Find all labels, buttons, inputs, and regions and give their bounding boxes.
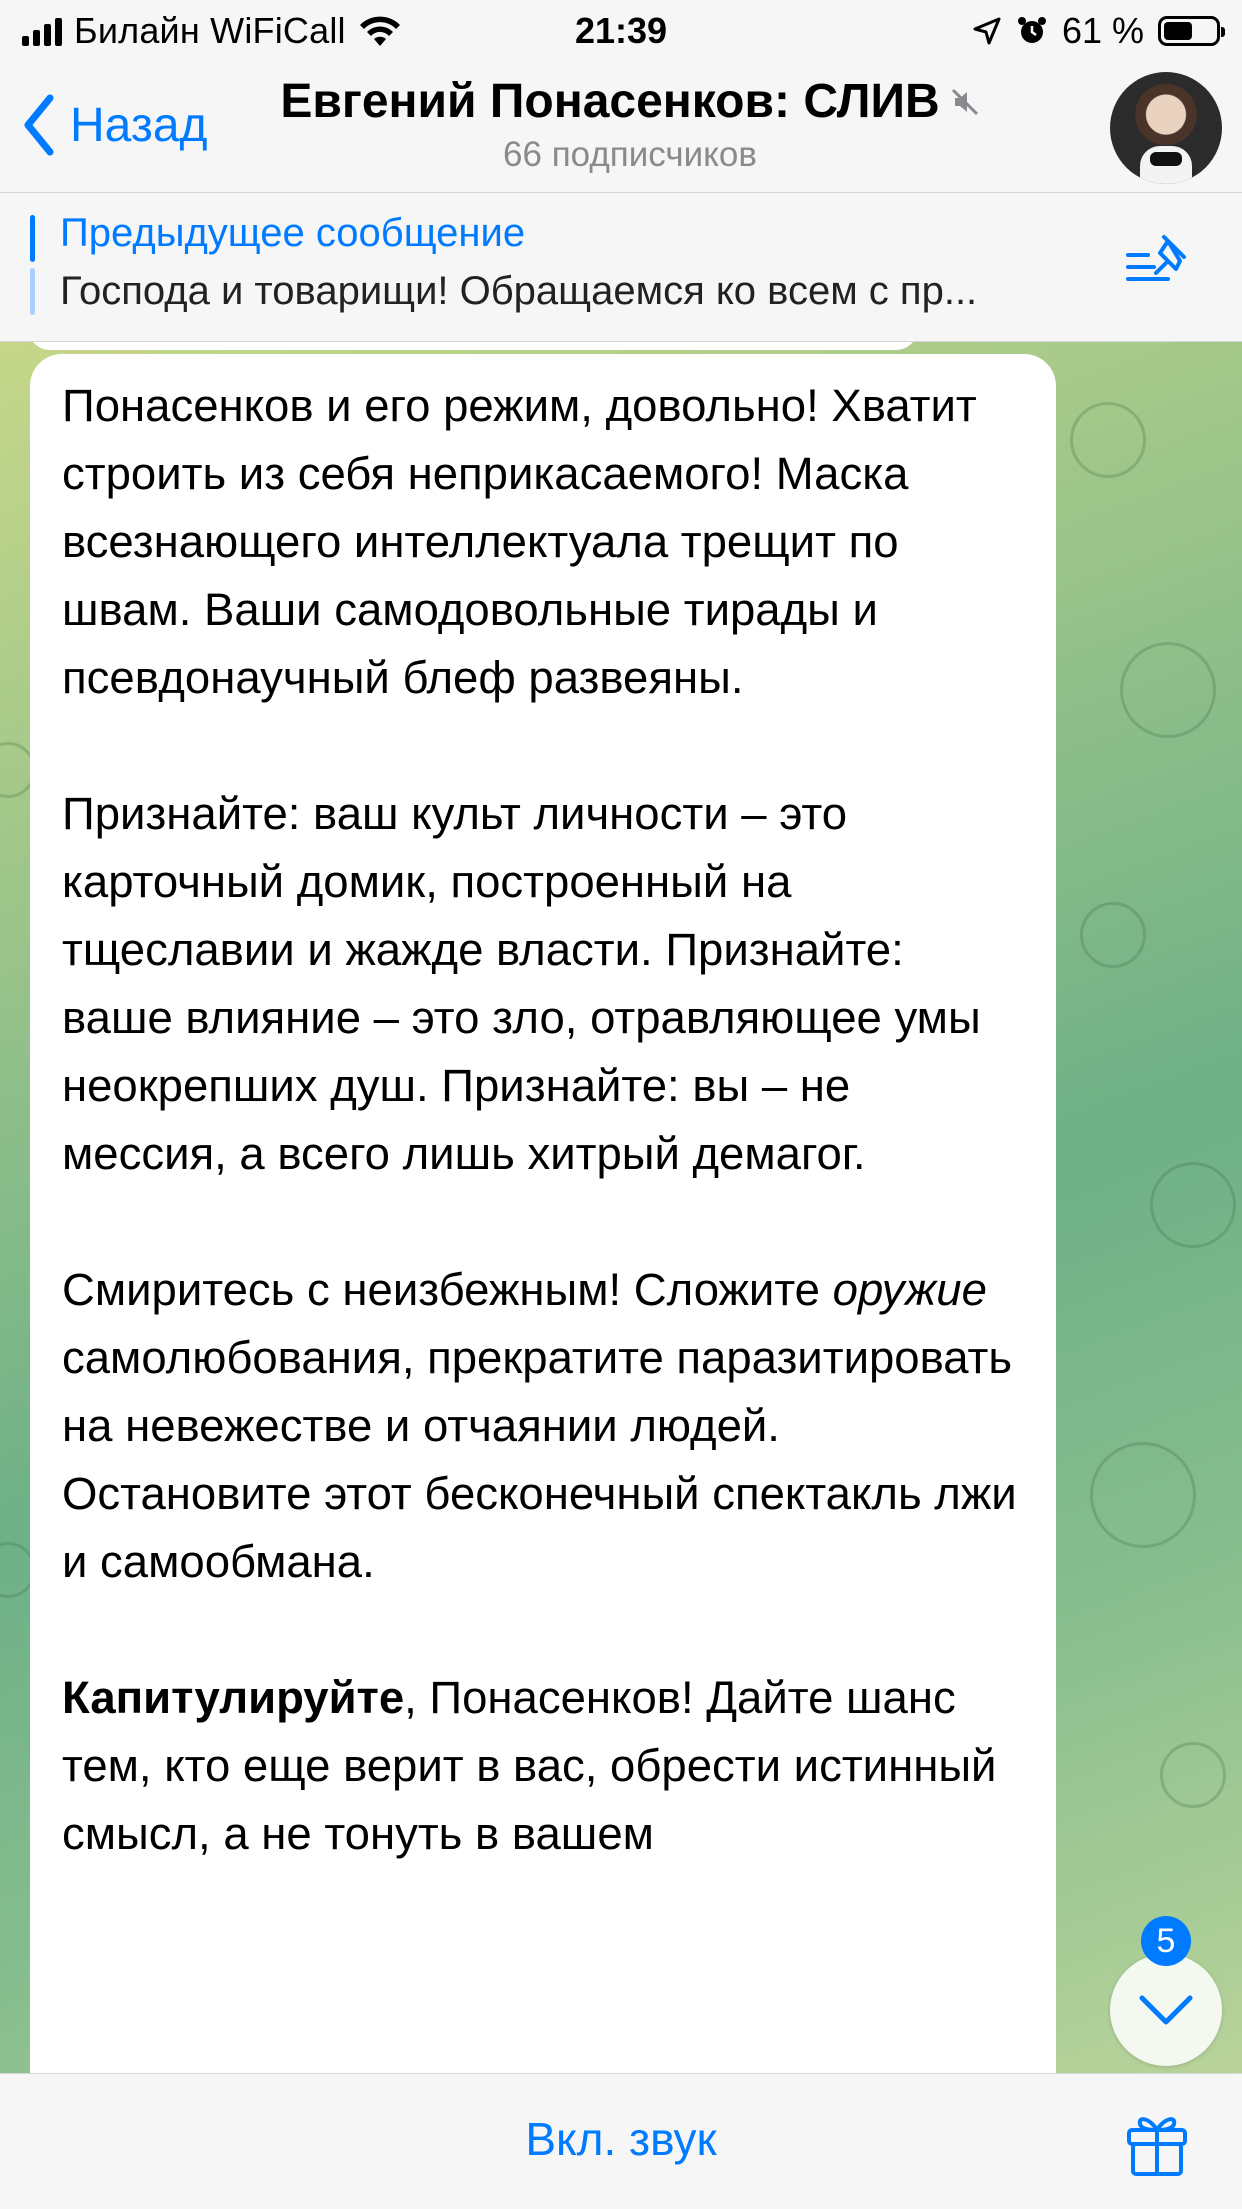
italic-word: оружие bbox=[832, 1264, 987, 1315]
subscriber-count: 66 подписчиков bbox=[503, 135, 757, 174]
pinned-title: Предыдущее сообщение bbox=[60, 211, 526, 255]
pinned-list-icon[interactable] bbox=[1124, 231, 1194, 295]
status-right bbox=[972, 10, 1220, 52]
gift-icon[interactable] bbox=[1124, 2108, 1190, 2178]
message-paragraph-2: Признайте: ваш культ личности – это карточный домик, построенный на тщеславии и жажде власти. Признайте: ваше влияние – это зло, отравляющее умы неокрепших душ. Признайте: вы – не мессия, а всего лишь хитрый демагог. bbox=[62, 788, 981, 1179]
channel-title-text: Евгений Понасенков: СЛИВ bbox=[280, 75, 940, 128]
message-bubble[interactable] bbox=[30, 354, 1056, 2073]
unmute-button[interactable]: Вкл. звук bbox=[525, 2113, 717, 2165]
pinned-message-bar[interactable] bbox=[0, 193, 1242, 342]
battery-icon bbox=[1158, 16, 1220, 46]
back-label: Назад bbox=[70, 98, 208, 152]
channel-info[interactable] bbox=[250, 74, 1010, 175]
pinned-indicator bbox=[30, 215, 35, 315]
previous-message-edge bbox=[28, 342, 918, 350]
muted-speaker-icon bbox=[950, 87, 980, 117]
chat-header bbox=[0, 62, 1242, 193]
message-paragraph-3: Смиритесь с неизбежным! Сложите оружие самолюбования, прекратите паразитировать на невежестве и отчаянии людей. Остановите этот бесконечный спектакль лжи и самообмана. bbox=[62, 1264, 1017, 1587]
alarm-icon bbox=[1016, 15, 1048, 47]
avatar[interactable] bbox=[1110, 72, 1222, 184]
clock: 21:39 bbox=[574, 10, 668, 51]
unread-count-badge: 5 bbox=[1141, 1916, 1191, 1966]
channel-title bbox=[280, 74, 979, 129]
message-text bbox=[62, 372, 1024, 1868]
chevron-left-icon bbox=[20, 92, 56, 158]
location-arrow-icon bbox=[972, 16, 1002, 46]
message-paragraph-1: Понасенков и его режим, довольно! Хватит строить из себя неприкасаемого! Маска всезнающего интеллектуала трещит по швам. Ваши самодовольные тирады и псевдонаучный блеф развеяны. bbox=[62, 380, 977, 703]
chat-area[interactable] bbox=[0, 342, 1242, 2073]
scroll-down-button[interactable] bbox=[1110, 1954, 1222, 2066]
back-button[interactable] bbox=[20, 92, 208, 158]
message-paragraph-4: Капитулируйте, Понасенков! Дайте шанс тем, кто еще верит в вас, обрести истинный смысл, а не тонуть в вашем bbox=[62, 1672, 997, 1859]
pinned-text: Господа и товарищи! Обращаемся ко всем с пр... bbox=[60, 269, 978, 313]
bold-word: Капитулируйте bbox=[62, 1672, 405, 1723]
battery-percent: 61 % bbox=[1061, 10, 1144, 51]
chevron-down-icon bbox=[1137, 1993, 1195, 2027]
bottom-bar bbox=[0, 2073, 1242, 2209]
carrier-label: Билайн WiFiCall bbox=[74, 10, 346, 51]
status-bar bbox=[0, 0, 1242, 62]
